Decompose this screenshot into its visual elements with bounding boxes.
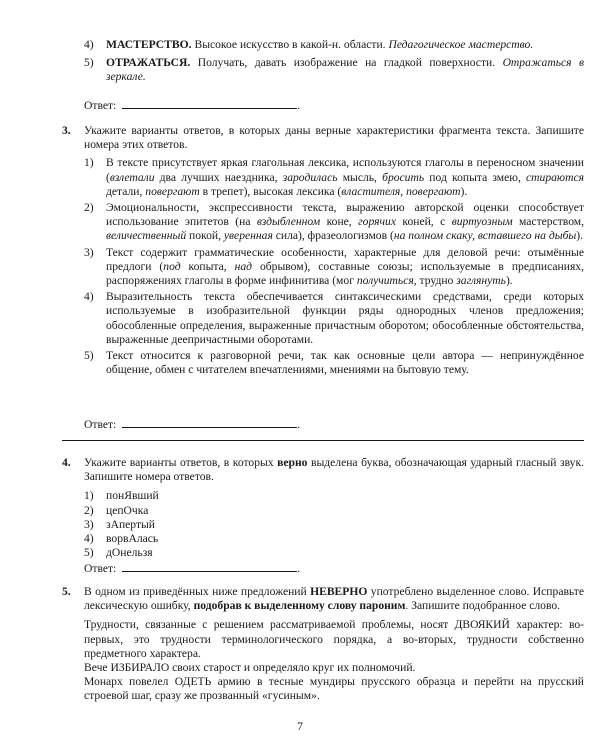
question-4 (84, 456, 584, 560)
top-item-4 (84, 38, 584, 52)
q4-word-4: 4) ворвАлась (84, 532, 159, 546)
question-5 (84, 585, 584, 704)
question-5-prompt: В одном из приведённых ниже предложений НЕВЕРНО употреблено выделенное слово. Исправьте лексическую ошибку, подобрав к выделенному слову пароним. Запишите подобранное слово. (84, 585, 584, 613)
question-number-5: 5. (62, 585, 71, 598)
q3-option-3: 3) Текст содержит грамматические особенности, характерные для деловой речи: отымённые предлоги (под копыта, над обрывом), составные союзы; используемые в предписаниях, распоряжениях глаголы в форме инфинитива (мог получиться, трудно заглянуть). (84, 245, 584, 288)
answer-line-3[interactable]: Ответ: . (84, 418, 301, 431)
q4-word-1: 1) понЯвший (84, 489, 159, 503)
answer-blank[interactable] (122, 98, 297, 109)
answer-label: Ответ: (84, 418, 117, 431)
answer-label: Ответ: (84, 99, 117, 112)
top-items (84, 38, 584, 87)
q3-option-2: 2) Эмоциональности, экспрессивности текста, выражению авторской оценки способствует использование эпитетов (на вздыбленном коне, горячих коней, с виртуозным мастерством, величественный покой, уверенная сила), фразеологизмов (на полном скаку, вставшего на дыбы). (84, 201, 585, 243)
page-number: 7 (297, 720, 303, 733)
q4-word-3: 3) зАпертый (84, 517, 156, 531)
top-item-5 (84, 56, 584, 84)
term: МАСТЕРСТВО. (106, 38, 192, 51)
answer-label: Ответ: (84, 562, 117, 575)
q4-word-5: 5) дОнельзя (84, 546, 153, 560)
question-4-prompt: Укажите варианты ответов, в которых верно выделена буква, обозначающая ударный гласный звук. Запишите номера ответов. (84, 456, 584, 484)
question-number-4: 4. (62, 456, 71, 469)
answer-line-4[interactable]: Ответ: . (84, 562, 301, 575)
option-number: 4) (84, 38, 94, 51)
definition: Высокое искусство в какой-н. области. (191, 38, 389, 51)
question-3 (84, 124, 584, 379)
example: Педагогическое мастерство. (388, 38, 534, 51)
q3-option-4: 4) Выразительность текста обеспечивается синтаксическими средствами, среди которых используемые в изобразительной функции ряды однородных членов предложения; обособленные определения, выраженные причастным оборотом; обособленные обстоятельства, выраженные деепричастными оборотами. (84, 290, 584, 346)
example: Отражаться в зеркале. (106, 56, 584, 84)
q5-sentence-3: Монарх повелел ОДЕТЬ армию в тесные мундиры прусского образца и перейти на прусский строевой шаг, сразу же прозванный «гусиным». (84, 675, 584, 703)
answer-blank[interactable] (122, 561, 297, 572)
definition: Получать, давать изображение на гладкой поверхности. (190, 56, 503, 70)
section-divider (62, 440, 584, 441)
q5-sentence-2: Вече ИЗБИРАЛО своих старост и определяло круг их полномочий. (84, 661, 416, 675)
question-number-3: 3. (62, 124, 71, 137)
term: ОТРАЖАТЬСЯ. (106, 56, 191, 70)
question-3-prompt: Укажите варианты ответов, в которых даны верные характеристики фрагмента текста. Запишите номера этих ответов. (84, 124, 584, 152)
q3-option-5: 5) Текст относится к разговорной речи, так как основные цели автора — непринуждённое общение, обмен с читателем впечатлениями, мнениями на бытовую тему. (84, 349, 584, 377)
q3-option-1: 1) В тексте присутствует яркая глагольная лексика, используются глаголы в переносном значении (взлетали два лучших наездника, зародилась мысль, бросить под копыта змею, стираются детали, повергают в трепет), высокая лексика (властителя, повергают). (84, 156, 585, 198)
answer-line-2[interactable]: Ответ: . (84, 99, 301, 112)
q5-sentence-1: Трудности, связанные с решением рассматриваемой проблемы, носят ДВОЯКИЙ характер: во-первых, это трудности терминологического порядка, а во-вторых, трудности собственно предметного характера. (84, 618, 584, 660)
option-number: 5) (84, 56, 94, 70)
q4-word-2: 2) цепОчка (84, 503, 149, 517)
answer-blank[interactable] (122, 417, 297, 428)
